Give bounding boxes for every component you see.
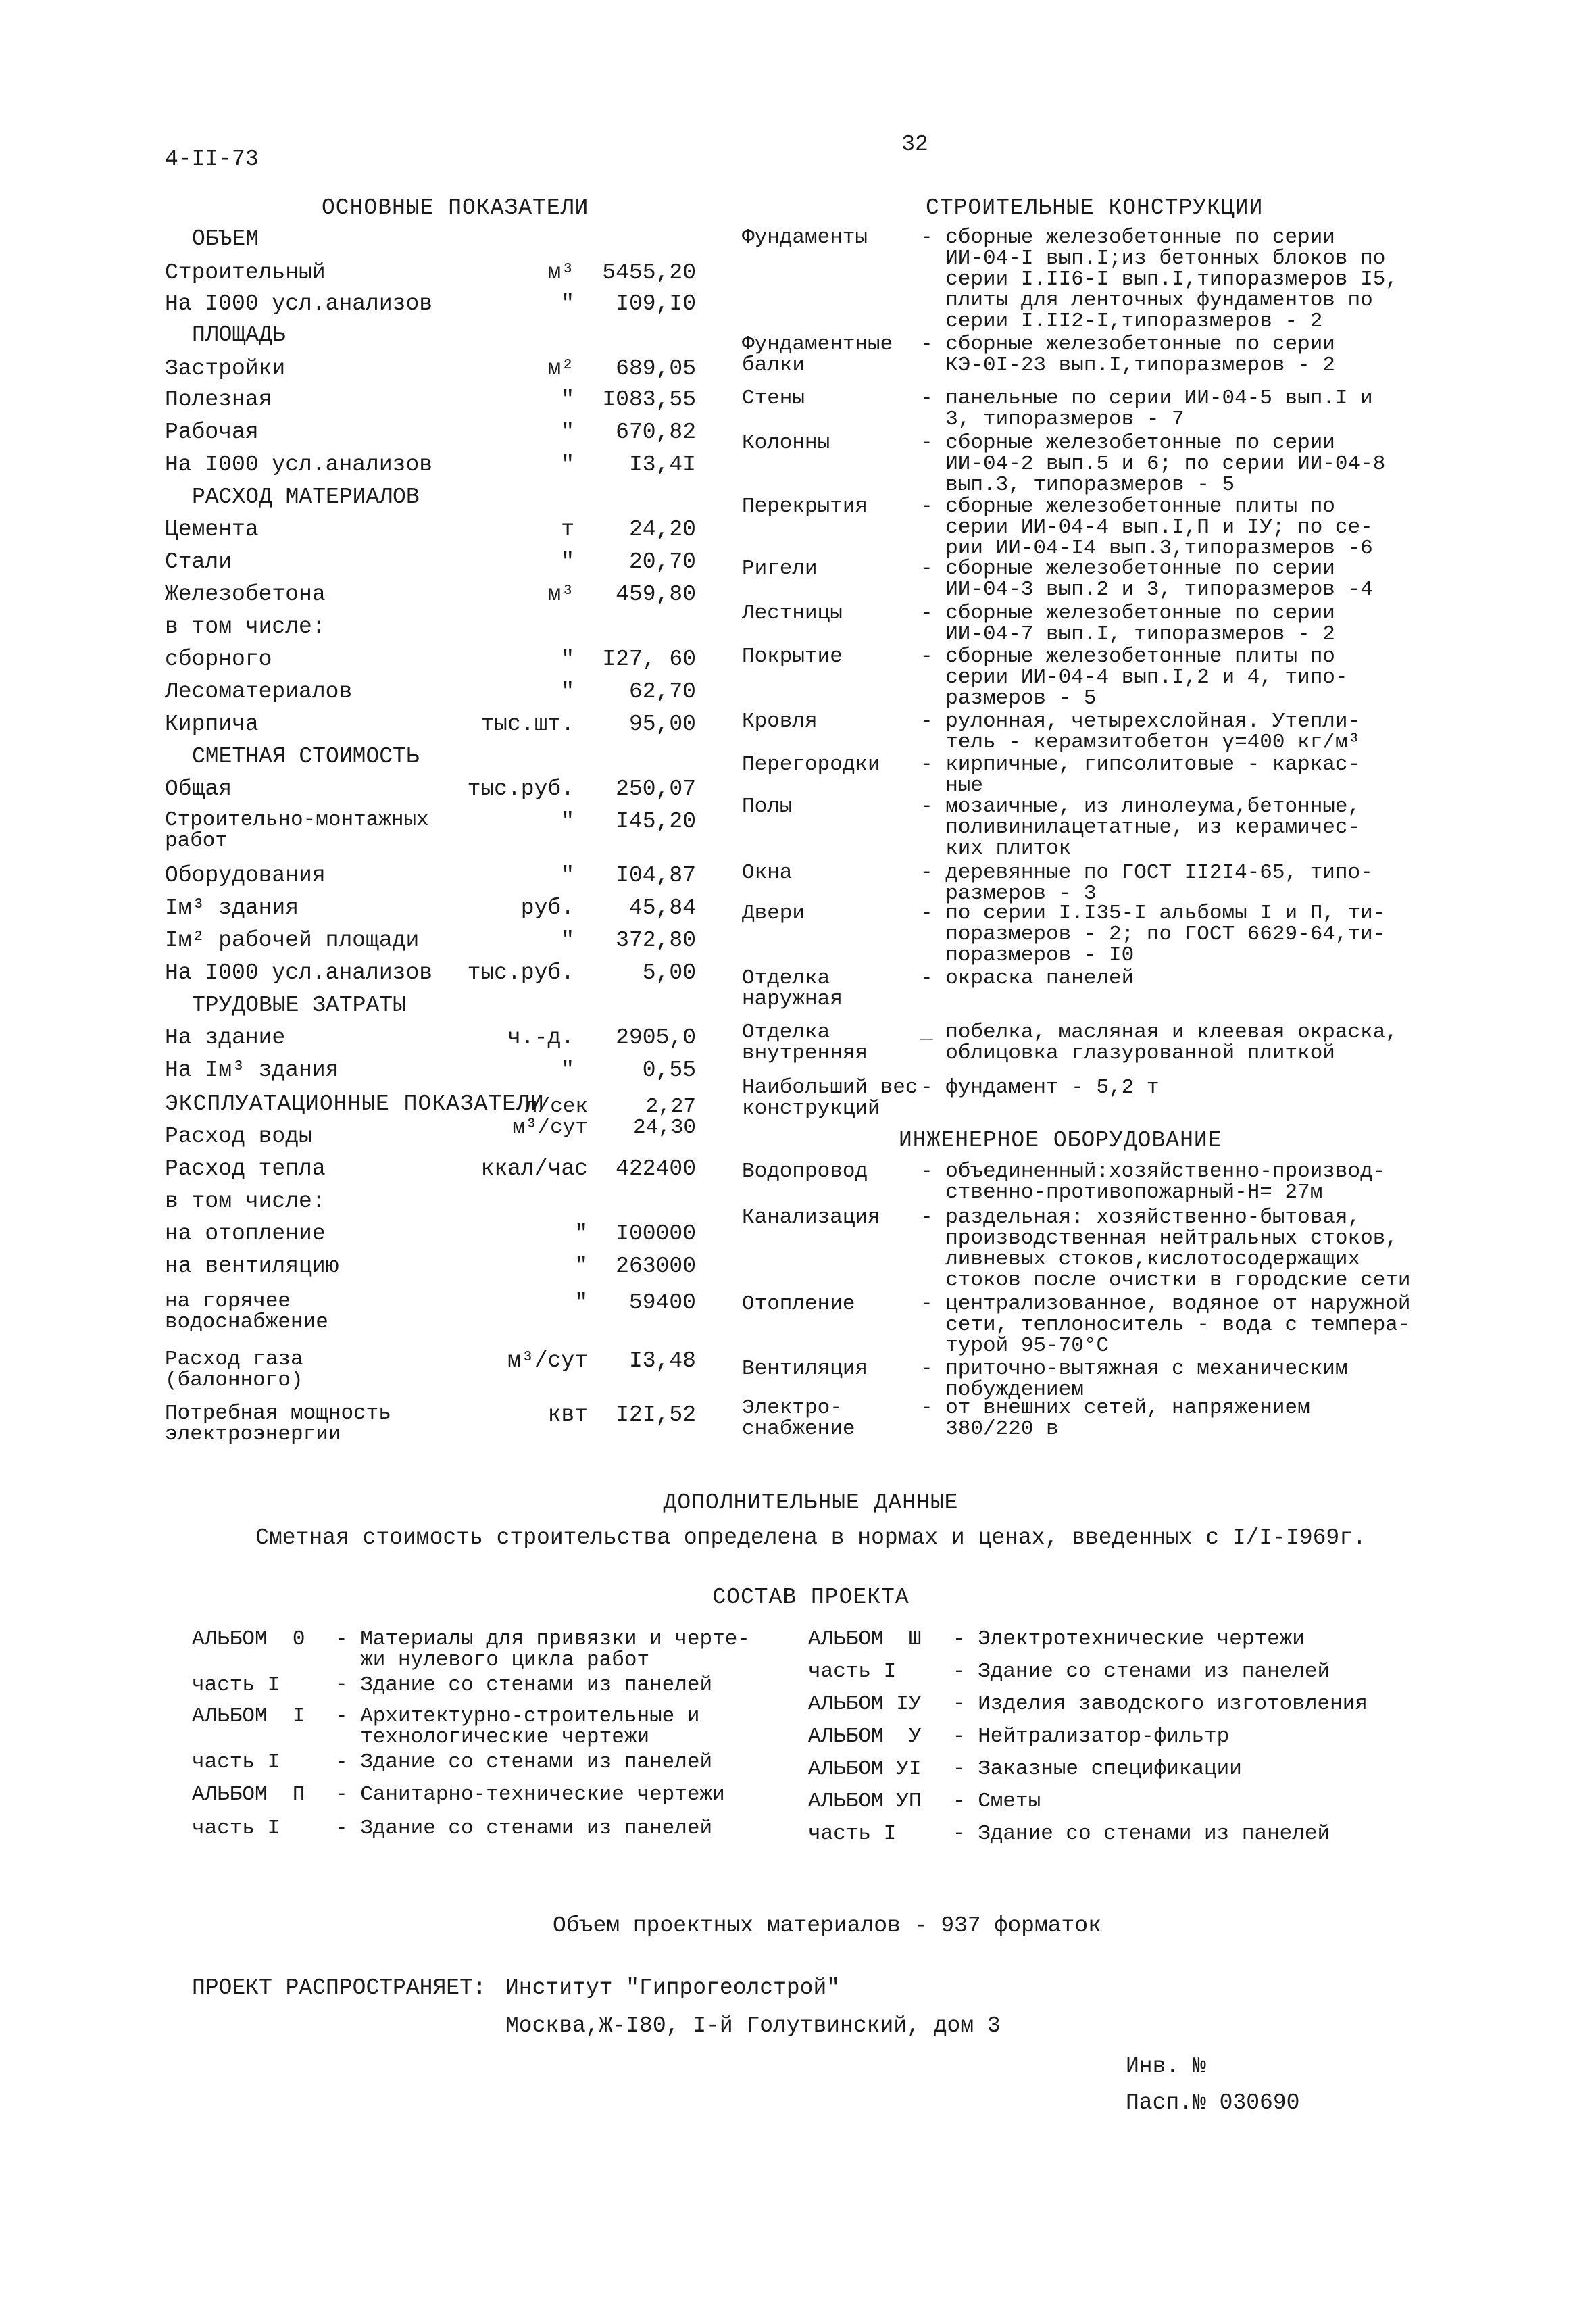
construction-двери-text: - по серии I.I35-I альбомы I и П, ти- поразмеров - 2; по ГОСТ 6629-64,ти- поразмеров - I0 — [920, 902, 1386, 967]
inventory-number: Инв. № — [1126, 2054, 1206, 2079]
left-row-стали-label: Стали — [165, 549, 232, 574]
left-row-21-unit: " — [561, 928, 574, 953]
left-row-в-том-числе-label: в том числе: — [165, 614, 326, 639]
ops-row-5-value: 59400 — [628, 1290, 696, 1315]
left-row-25-value: 0,55 — [642, 1058, 696, 1083]
left-row-объем-label: ОБЪЕМ — [192, 226, 259, 251]
ops-row-на-вентиляцию-label: на вентиляцию — [165, 1254, 339, 1279]
composition-right-3-label: АЛЬБОМ У — [808, 1725, 922, 1748]
left-row-застройки-label: Застройки — [165, 356, 286, 381]
distribution-address: Москва,Ж-I80, I-й Голутвинский, дом 3 — [505, 2013, 1001, 2038]
construction-перегородки-label: Перегородки — [742, 753, 880, 777]
construction-двери-label: Двери — [742, 902, 805, 925]
construction-колонны-label: Колонны — [742, 431, 830, 455]
left-row-4-value: 689,05 — [616, 356, 696, 381]
left-row-на-i000-усл-анализов-label: На I000 усл.анализов — [165, 960, 433, 985]
ops-row-расход-воды-label: Расход воды — [165, 1124, 312, 1149]
left-row-15-unit: тыс.шт. — [480, 712, 574, 737]
left-row-1-value: 5455,20 — [602, 260, 696, 285]
composition-left-3-text: - Здание со стенами из панелей — [335, 1750, 713, 1774]
left-row-6-unit: " — [561, 420, 574, 445]
left-row-20-value: 45,84 — [628, 895, 696, 920]
left-row-10-unit: " — [561, 549, 574, 574]
ops-row-потребная-мощность-электроэнергии-label: Потребная мощность электроэнергии — [165, 1402, 391, 1446]
composition-right-6-label: часть I — [808, 1822, 897, 1846]
composition-right-3-text: - Нейтрализатор-фильтр — [953, 1725, 1230, 1748]
construction-наибольший-вес-конструкций-text: - фундамент - 5,2 т — [920, 1076, 1159, 1100]
construction-отделка-внутренняя-text: _ побелка, масляная и клеевая окраска, облицовка глазурованной плиткой — [920, 1020, 1398, 1065]
left-row-цемента-label: Цемента — [165, 517, 259, 542]
left-row-6-value: 670,82 — [616, 420, 696, 445]
construction-стены-text: - панельные по серии ИИ-04-5 вып.I и 3, типоразмеров - 7 — [920, 387, 1373, 431]
ops-row-на-отопление-label: на отопление — [165, 1221, 326, 1246]
composition-right-4-label: АЛЬБОМ УI — [808, 1757, 922, 1781]
construction-кровля-label: Кровля — [742, 710, 818, 733]
left-row-2-unit: " — [561, 291, 574, 316]
left-row-13-unit: " — [561, 647, 574, 672]
ops-row-3-value: I00000 — [616, 1221, 696, 1246]
left-row-расход-материалов-label: РАСХОД МАТЕРИАЛОВ — [192, 485, 420, 510]
composition-right-0-label: АЛЬБОМ Ш — [808, 1627, 922, 1651]
composition-right-1-text: - Здание со стенами из панелей — [953, 1660, 1330, 1683]
composition-left-2-label: АЛЬБОМ I — [192, 1704, 305, 1728]
left-row-11-unit: м³ — [547, 582, 574, 607]
right-heading: СТРОИТЕЛЬНЫЕ КОНСТРУКЦИИ — [926, 195, 1264, 220]
construction-фундаментные-балки-text: - сборные железобетонные по серии КЭ-0I-23 вып.I,типоразмеров - 2 — [920, 333, 1335, 377]
construction-отделка-внутренняя-label: Отделка внутренняя — [742, 1020, 868, 1065]
composition-left-5-text: - Здание со стенами из панелей — [335, 1817, 713, 1840]
composition-right-2-text: - Изделия заводского изготовления — [953, 1692, 1368, 1716]
ops-row-4-unit: " — [574, 1254, 588, 1279]
construction-ригели-text: - сборные железобетонные по серии ИИ-04-3 вып.2 и 3, типоразмеров -4 — [920, 557, 1373, 601]
left-row-19-unit: " — [561, 863, 574, 888]
left-row-20-unit: руб. — [520, 895, 574, 920]
engineering-heading: ИНЖЕНЕРНОЕ ОБОРУДОВАНИЕ — [899, 1128, 1222, 1153]
left-row-17-value: 250,07 — [616, 777, 696, 802]
composition-heading: СОСТАВ ПРОЕКТА — [712, 1585, 909, 1610]
construction-колонны-text: - сборные железобетонные по серии ИИ-04-2 вып.5 и 6; по серии ИИ-04-8 вып.3, типоразмеров - 5 — [920, 431, 1386, 497]
construction-кровля-text: - рулонная, четырехслойная. Утепли- тель - керамзитобетон γ=400 кг/м³ — [920, 710, 1361, 754]
construction-ригели-label: Ригели — [742, 557, 818, 581]
ops-row-5-unit: " — [574, 1290, 588, 1315]
left-row-сборного-label: сборного — [165, 647, 272, 672]
ops-row-0-value: 2,27 24,30 — [632, 1095, 696, 1139]
left-heading: ОСНОВНЫЕ ПОКАЗАТЕЛИ — [322, 195, 589, 220]
composition-right-5-text: - Сметы — [953, 1790, 1041, 1813]
left-row-19-value: I04,87 — [616, 863, 696, 888]
left-row-полезная-label: Полезная — [165, 387, 272, 412]
left-row-25-unit: " — [561, 1058, 574, 1083]
ops-row-7-unit: квт — [547, 1402, 588, 1427]
left-row-22-value: 5,00 — [642, 960, 696, 985]
engineering-электро-снабжение-label: Электро- снабжение — [742, 1396, 855, 1441]
project-volume: Объем проектных материалов - 937 форматок — [553, 1913, 1101, 1938]
ops-row-7-value: I2I,52 — [616, 1402, 696, 1427]
left-row-iм-здания-label: Iм³ здания — [165, 895, 299, 920]
left-row-5-value: I083,55 — [602, 387, 696, 412]
left-row-9-value: 24,20 — [628, 517, 696, 542]
left-row-15-value: 95,00 — [628, 712, 696, 737]
distribution-org: Институт "Гипрогеолстрой" — [505, 1975, 841, 2000]
left-row-24-unit: ч.-д. — [507, 1025, 574, 1050]
left-row-трудовые-затраты-label: ТРУДОВЫЕ ЗАТРАТЫ — [192, 993, 406, 1018]
composition-left-2-text: - Архитектурно-строительные и технологические чертежи — [335, 1704, 700, 1749]
composition-left-4-label: АЛЬБОМ П — [192, 1783, 305, 1806]
composition-left-0-text: - Материалы для привязки и черте- жи нулевого цикла работ — [335, 1627, 750, 1672]
ops-row-в-том-числе-label: в том числе: — [165, 1189, 326, 1214]
additional-text: Сметная стоимость строительства определена в нормах и ценах, введенных с I/I-I969г. — [255, 1525, 1366, 1550]
left-row-21-value: 372,80 — [616, 928, 696, 953]
construction-наибольший-вес-конструкций-label: Наибольший вес конструкций — [742, 1076, 918, 1121]
left-row-iм-рабочей-площади-label: Iм² рабочей площади — [165, 928, 420, 953]
left-row-24-value: 2905,0 — [616, 1025, 696, 1050]
ops-row-6-unit: м³/сут — [507, 1348, 588, 1373]
construction-лестницы-text: - сборные железобетонные по серии ИИ-04-7 вып.I, типоразмеров - 2 — [920, 601, 1335, 646]
ops-row-0-unit: л/сек м³/сут — [512, 1095, 588, 1139]
left-row-строительный-label: Строительный — [165, 260, 326, 285]
left-row-строительно-монтажных-работ-label: Строительно-монтажных работ — [165, 808, 429, 853]
left-row-лесоматериалов-label: Лесоматериалов — [165, 679, 353, 704]
left-row-17-unit: тыс.руб. — [467, 777, 574, 802]
construction-отделка-наружная-text: - окраска панелей — [920, 966, 1134, 990]
construction-лестницы-label: Лестницы — [742, 601, 843, 625]
left-row-4-unit: м² — [547, 356, 574, 381]
left-row-на-iм-здания-label: На Iм³ здания — [165, 1058, 339, 1083]
ops-row-1-value: 422400 — [616, 1156, 696, 1181]
engineering-вентиляция-label: Вентиляция — [742, 1357, 868, 1381]
composition-right-1-label: часть I — [808, 1660, 897, 1683]
passport-number: Пасп.№ 030690 — [1126, 2090, 1300, 2115]
engineering-отопление-label: Отопление — [742, 1292, 855, 1316]
left-row-на-i000-усл-анализов-label: На I000 усл.анализов — [165, 452, 433, 477]
doc-code: 4-II-73 — [165, 147, 259, 172]
construction-покрытие-label: Покрытие — [742, 645, 843, 668]
composition-left-4-text: - Санитарно-технические чертежи — [335, 1783, 725, 1806]
construction-полы-label: Полы — [742, 795, 793, 818]
engineering-отопление-text: - централизованное, водяное от наружной сети, теплоноситель - вода с темпера- турой 95-70°С — [920, 1292, 1411, 1358]
left-row-рабочая-label: Рабочая — [165, 420, 259, 445]
left-row-1-unit: м³ — [547, 260, 574, 285]
composition-left-1-text: - Здание со стенами из панелей — [335, 1673, 713, 1697]
additional-heading: ДОПОЛНИТЕЛЬНЫЕ ДАННЫЕ — [663, 1490, 959, 1515]
left-row-5-unit: " — [561, 387, 574, 412]
left-row-10-value: 20,70 — [628, 549, 696, 574]
left-row-9-unit: т — [561, 517, 574, 542]
page-number: 32 — [901, 132, 928, 157]
construction-стены-label: Стены — [742, 387, 805, 410]
ops-row-4-value: 263000 — [616, 1254, 696, 1279]
construction-полы-text: - мозаичные, из линолеума,бетонные, поливинилацетатные, из керамичес- ких плиток — [920, 795, 1361, 860]
left-row-площадь-label: ПЛОЩАДЬ — [192, 322, 286, 347]
ops-row-расход-газа-балонного-label: Расход газа (балонного) — [165, 1348, 303, 1392]
left-row-7-value: I3,4I — [628, 452, 696, 477]
engineering-канализация-label: Канализация — [742, 1206, 880, 1229]
ops-row-6-value: I3,48 — [628, 1348, 696, 1373]
left-row-18-value: I45,20 — [616, 809, 696, 834]
left-row-11-value: 459,80 — [616, 582, 696, 607]
composition-left-1-label: часть I — [192, 1673, 280, 1697]
construction-окна-label: Окна — [742, 861, 793, 885]
construction-фундаментные-балки-label: Фундаментные балки — [742, 333, 893, 377]
left-row-7-unit: " — [561, 452, 574, 477]
composition-right-4-text: - Заказные спецификации — [953, 1757, 1242, 1781]
distribution-label: ПРОЕКТ РАСПРОСТРАНЯЕТ: — [192, 1975, 487, 2000]
left-row-сметная-стоимость-label: СМЕТНАЯ СТОИМОСТЬ — [192, 744, 420, 769]
construction-фундаменты-text: - сборные железобетонные по серии ИИ-04-I вып.I;из бетонных блоков по серии I.II6-I вып.I,типоразмеров I5, плиты для ленточных фундаментов по серии I.II2-I,типоразмеров - 2 — [920, 226, 1398, 333]
left-row-14-value: 62,70 — [628, 679, 696, 704]
engineering-вентиляция-text: - приточно-вытяжная с механическим побуждением — [920, 1357, 1348, 1402]
ops-row-расход-тепла-label: Расход тепла — [165, 1156, 326, 1181]
ops-heading: ЭКСПЛУАТАЦИОННЫЕ ПОКАЗАТЕЛИ — [165, 1091, 545, 1116]
left-row-железобетона-label: Железобетона — [165, 582, 326, 607]
composition-left-3-label: часть I — [192, 1750, 280, 1774]
left-row-13-value: I27, 60 — [602, 647, 696, 672]
ops-row-3-unit: " — [574, 1221, 588, 1246]
construction-фундаменты-label: Фундаменты — [742, 226, 868, 249]
construction-отделка-наружная-label: Отделка наружная — [742, 966, 843, 1011]
left-row-кирпича-label: Кирпича — [165, 712, 259, 737]
composition-right-2-label: АЛЬБОМ IУ — [808, 1692, 922, 1716]
composition-right-5-label: АЛЬБОМ УП — [808, 1790, 922, 1813]
composition-left-5-label: часть I — [192, 1817, 280, 1840]
left-row-оборудования-label: Оборудования — [165, 863, 326, 888]
left-row-22-unit: тыс.руб. — [467, 960, 574, 985]
left-row-на-здание-label: На здание — [165, 1025, 286, 1050]
composition-left-0-label: АЛЬБОМ 0 — [192, 1627, 305, 1651]
construction-перегородки-text: - кирпичные, гипсолитовые - каркас- ные — [920, 753, 1361, 797]
left-row-14-unit: " — [561, 679, 574, 704]
composition-right-6-text: - Здание со стенами из панелей — [953, 1822, 1330, 1846]
left-row-18-unit: " — [561, 809, 574, 834]
left-row-общая-label: Общая — [165, 777, 232, 802]
construction-перекрытия-label: Перекрытия — [742, 495, 868, 518]
engineering-канализация-text: - раздельная: хозяйственно-бытовая, производственная нейтральных стоков, ливневых стоков,кислотосодержащих стоков после очистки в городские сети — [920, 1206, 1411, 1292]
composition-right-0-text: - Электротехнические чертежи — [953, 1627, 1305, 1651]
ops-row-на-горячее-водоснабжение-label: на горячее водоснабжение — [165, 1289, 328, 1334]
construction-окна-text: - деревянные по ГОСТ II2I4-65, типо- размеров - 3 — [920, 861, 1373, 906]
construction-покрытие-text: - сборные железобетонные плиты по серии ИИ-04-4 вып.I,2 и 4, типо- размеров - 5 — [920, 645, 1348, 710]
left-row-2-value: I09,I0 — [616, 291, 696, 316]
engineering-водопровод-text: - объединенный:хозяйственно-производ- ственно-противопожарный-Н= 27м — [920, 1160, 1386, 1204]
left-row-на-i000-усл-анализов-label: На I000 усл.анализов — [165, 291, 433, 316]
construction-перекрытия-text: - сборные железобетонные плиты по серии ИИ-04-4 вып.I,П и IУ; по се- рии ИИ-04-I4 вып.3,типоразмеров -6 — [920, 495, 1373, 560]
engineering-электро-снабжение-text: - от внешних сетей, напряжением 380/220 в — [920, 1396, 1310, 1441]
ops-row-1-unit: ккал/час — [480, 1156, 588, 1181]
engineering-водопровод-label: Водопровод — [742, 1160, 868, 1183]
